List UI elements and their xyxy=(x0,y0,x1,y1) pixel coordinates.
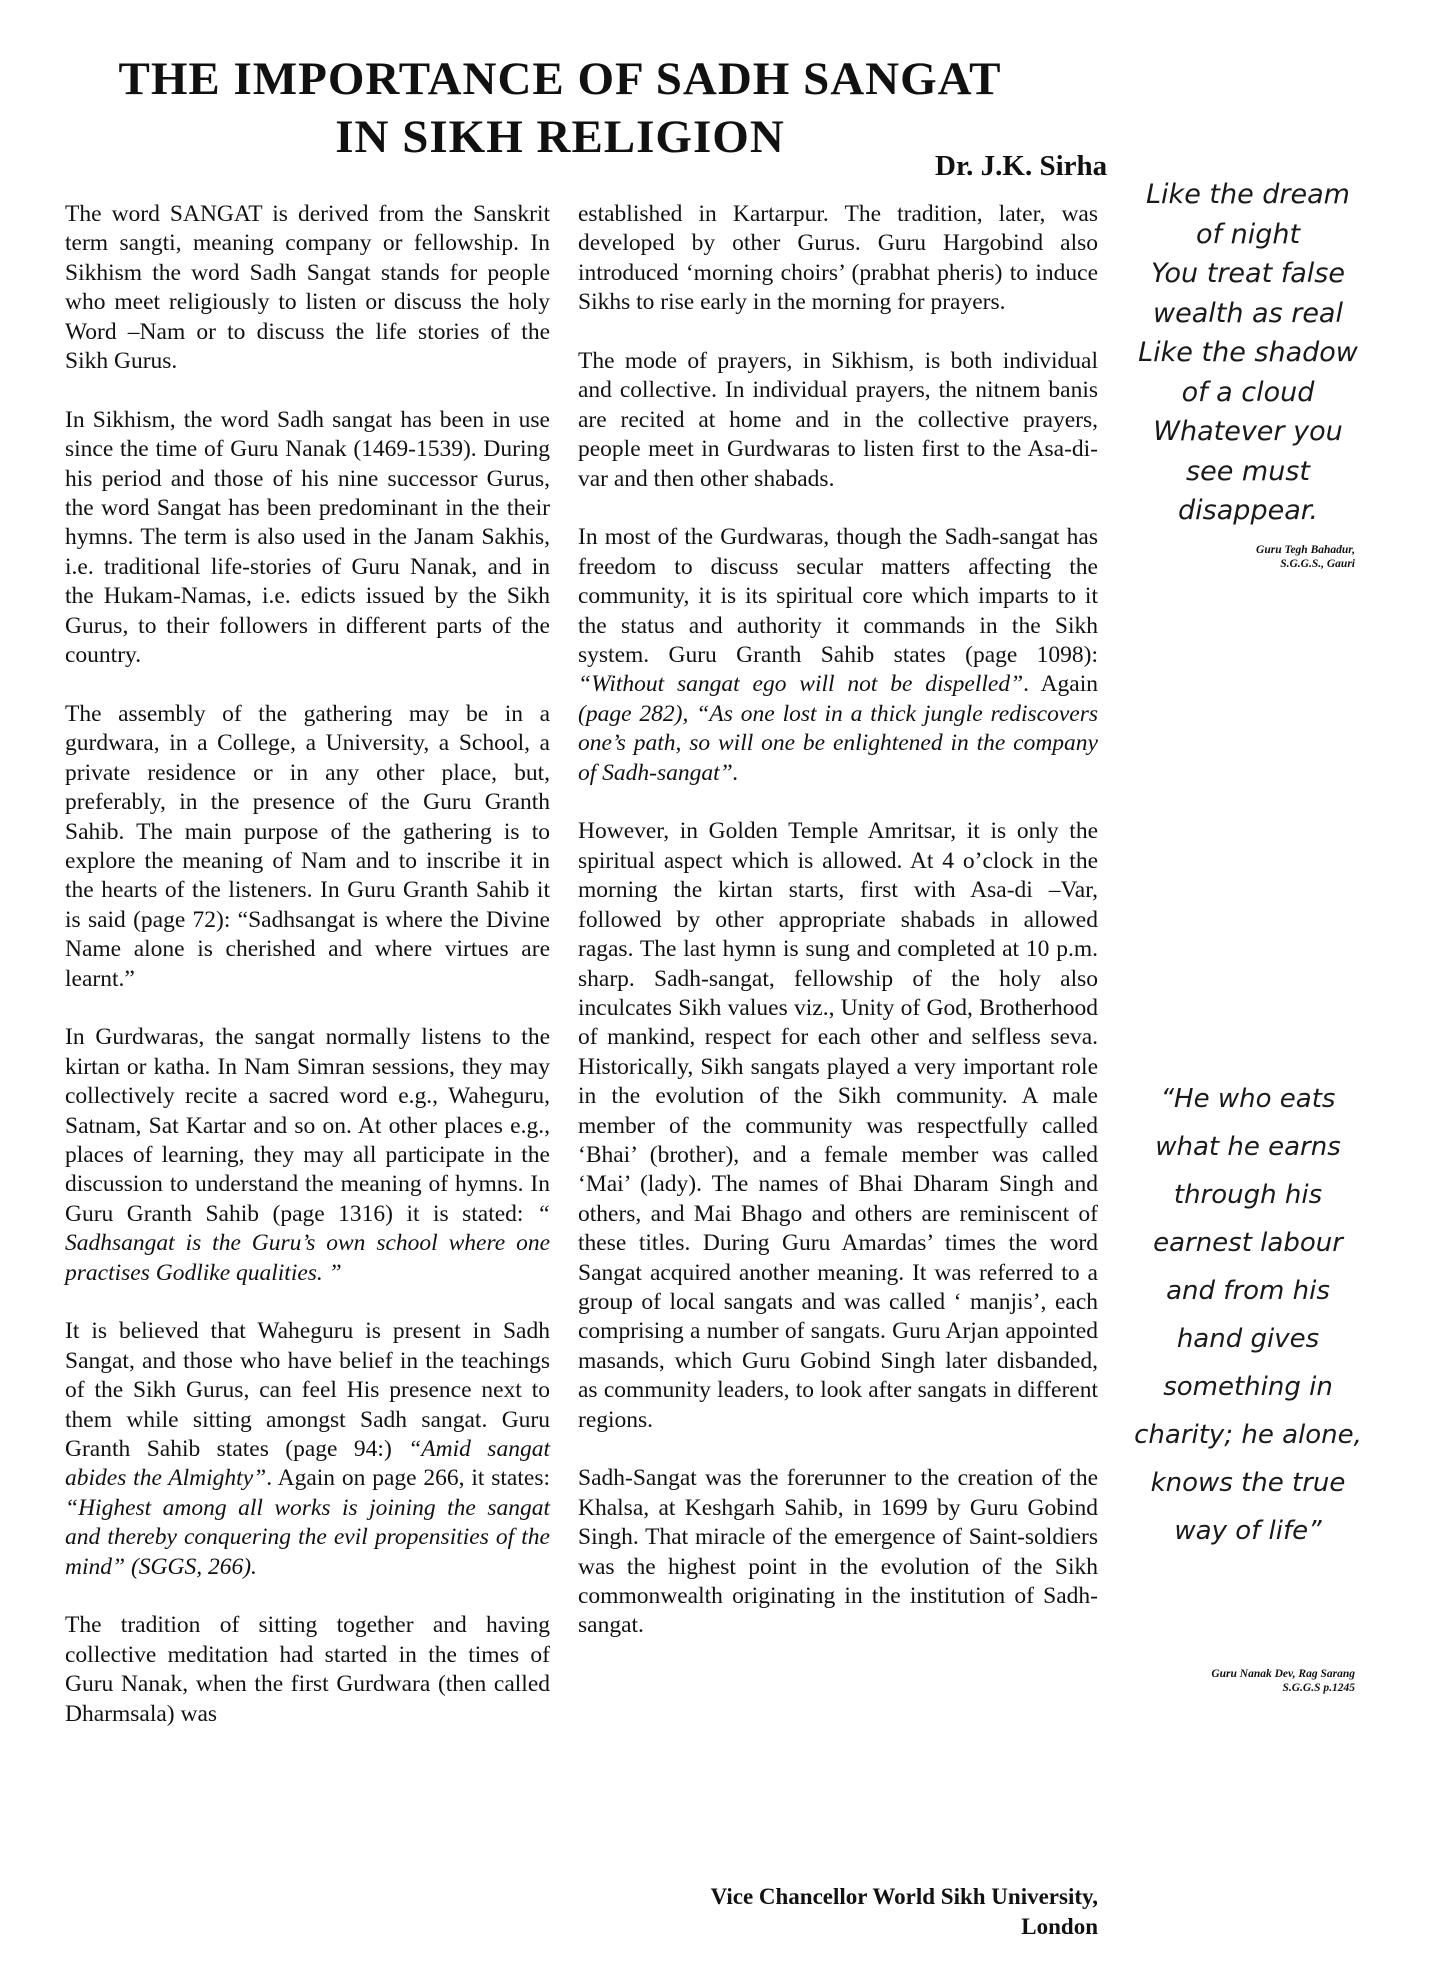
citation-line: S.G.G.S., Gauri xyxy=(1280,558,1355,570)
paragraph: The assembly of the gathering may be in a gurdwara, in a College, a University, a School, a private residence or in any other place, but, preferably, in the presence of the Guru Granth Sahib. The main purpose of the gathering is to explore the meaning of Nam and to inscribe it in the hearts of the listeners. In Guru Granth Sahib it is said (page 72): “Sadhsangat is where the Divine Name alone is cherished and where virtues are learnt.” xyxy=(65,700,550,992)
quote-line: charity; he alone, xyxy=(1134,1420,1362,1450)
quote-line: You treat false xyxy=(1151,258,1345,289)
author-affiliation xyxy=(578,1882,1098,1942)
quote-line: Like the dream xyxy=(1146,179,1350,210)
paragraph: The mode of prayers, in Sikhism, is both individual and collective. In individual prayers, the nitnem banis are recited at home and in the collective prayers, people meet in Gurdwaras to listen first to the Asa-di-var and then other shabads. xyxy=(578,348,1098,492)
paragraph xyxy=(65,1317,550,1582)
affiliation-line: London xyxy=(1021,1914,1098,1939)
paragraph-text: . Again xyxy=(1023,671,1098,698)
sidebar-quote-bottom xyxy=(1098,1075,1398,1555)
paragraph: In Sikhism, the word Sadh sangat has been in use since the time of Guru Nanak (1469-1539). During his period and those of his nine successor Gurus, the word Sangat has been predominant in the their hymns. The term is also used in the Janam Sakhis, i.e. traditional life-stories of Guru Nanak, and in the Hukam-Namas, i.e. edicts issued by the Sikh Gurus, to their followers in different parts of the country. xyxy=(65,406,550,669)
paragraph: Sadh-Sangat was the forerunner to the creation of the Khalsa, at Keshgarh Sahib, in 1699 by Guru Gobind Singh. That miracle of the emergence of Saint-soldiers was the highest point in the evolution of the Sikh commonwealth originating in the institution of Sadh-sangat. xyxy=(578,1465,1098,1639)
citation-line: S.G.G.S p.1245 xyxy=(1282,1682,1355,1694)
quote-line: Like the shadow xyxy=(1138,337,1358,368)
quote-citation xyxy=(1180,543,1355,571)
paragraph: However, in Golden Temple Amritsar, it is only the spiritual aspect which is allowed. At 4 o’clock in the morning the kirtan starts, first with Asa-di –Var, followed by other appropriate shabads in allowed ragas. The last hymn is sung and completed at 10 p.m. sharp. Sadh-sangat, fellowship of the holy also inculcates Sikh values viz., Unity of God, Brotherhood of mankind, respect for each other and selfless seva. Historically, Sikh sangats played a very important role in the evolution of the Sikh community. A male member of the community was respectfully called ‘Bhai’ (brother), and a female member was called ‘Mai’ (lady). The names of Bhai Dharam Singh and others, and Mai Bhago and others are reminiscent of these titles. During Guru Amardas’ times the word Sangat acquired another meaning. It was referred to a group of local sangats and was called ‘ manjis’, each comprising a number of sangats. Guru Arjan appointed masands, which Guru Gobind Singh later disbanded, as community leaders, to look after sangats in different regions. xyxy=(578,818,1098,1433)
scripture-quote: “ Sadhsangat is the Guru’s own school where one practises Godlike qualities. ” xyxy=(65,1200,550,1286)
quote-line: knows the true xyxy=(1150,1468,1346,1498)
quote-line: hand gives xyxy=(1176,1324,1320,1354)
sidebar-quote-top xyxy=(1098,175,1398,531)
citation-line: Guru Nanak Dev, Rag Sarang xyxy=(1211,1668,1355,1680)
scripture-quote: “Without sangat ego will not be dispelled” xyxy=(578,671,1024,698)
quote-citation xyxy=(1140,1667,1355,1695)
quote-line: see must xyxy=(1186,455,1310,487)
quote-line: disappear. xyxy=(1178,495,1318,526)
scripture-quote: (page 282), “As one lost in a thick jungle rediscovers one’s path, so will one be enlightened in the company of Sadh-sangat”. xyxy=(578,700,1098,786)
paragraph-text: In Gurdwaras, the sangat normally listens to the kirtan or katha. In Nam Simran sessions, they may collectively recite a sacred word e.g., Waheguru, Satnam, Sat Kartar and so on. At other places e.g., places of learning, they may all participate in the discussion to understand the meaning of hymns. In Guru Granth Sahib (page 1316) it is stated: xyxy=(65,1024,550,1227)
paragraph: established in Kartarpur. The tradition, later, was developed by other Gurus. Guru Hargobind also introduced ‘morning choirs’ (prabhat pheris) to induce Sikhs to rise early in the morning for prayers. xyxy=(578,201,1098,316)
title-line-1: THE IMPORTANCE OF SADH SANGAT xyxy=(118,53,1002,105)
article-column-right xyxy=(578,200,1098,1670)
quote-line: something in xyxy=(1163,1372,1333,1402)
quote-line: “He who eats xyxy=(1160,1084,1336,1114)
quote-line: way of life” xyxy=(1174,1516,1322,1546)
quote-line: Whatever you xyxy=(1153,416,1343,447)
scripture-quote: “Highest among all works is joining the sangat and thereby conquering the evil propensities of the mind” (SGGS, 266). xyxy=(65,1494,550,1580)
paragraph-text: . Again on page 266, it states: xyxy=(266,1465,550,1492)
author-name: Dr. J.K. Sirha xyxy=(935,150,1108,182)
article-title xyxy=(60,50,1060,166)
paragraph: The tradition of sitting together and having collective meditation had started in the times of Guru Nanak, when the first Gurdwara (then called Dharmsala) was xyxy=(65,1612,550,1727)
paragraph xyxy=(65,1023,550,1288)
paragraph-text: In most of the Gurdwaras, though the Sadh-sangat has freedom to discuss secular matters affecting the community, it is its spiritual core which imparts to it the status and authority it commands in the Sikh system. Guru Granth Sahib states (page 1098): xyxy=(578,524,1098,669)
quote-line: of a cloud xyxy=(1181,376,1315,408)
article-column-left xyxy=(65,200,550,1758)
quote-line: what he earns xyxy=(1155,1132,1341,1162)
paragraph: The word SANGAT is derived from the Sanskrit term sangti, meaning company or fellowship. In Sikhism the word Sadh Sangat stands for people who meet religiously to listen or discuss the holy Word –Nam or to discuss the life stories of the Sikh Gurus. xyxy=(65,201,550,375)
quote-line: of night xyxy=(1195,218,1301,250)
paragraph-text: It is believed that Waheguru is present in Sadh Sangat, and those who have belief in the teachings of the Sikh Gurus, can feel His presence next to them while sitting amongst Sadh sangat. Guru Granth Sahib states (page 94:) xyxy=(65,1318,550,1462)
affiliation-line: Vice Chancellor World Sikh University, xyxy=(710,1884,1098,1909)
title-line-2: IN SIKH RELIGION xyxy=(335,111,785,163)
scripture-quote: “Amid sangat abides the Almighty” xyxy=(65,1436,550,1492)
quote-line: and from his xyxy=(1166,1276,1330,1306)
quote-line: earnest labour xyxy=(1153,1228,1343,1258)
quote-line: wealth as real xyxy=(1153,297,1343,329)
citation-line: Guru Tegh Bahadur, xyxy=(1256,544,1355,556)
quote-line: through his xyxy=(1173,1180,1323,1210)
paragraph xyxy=(578,523,1098,788)
